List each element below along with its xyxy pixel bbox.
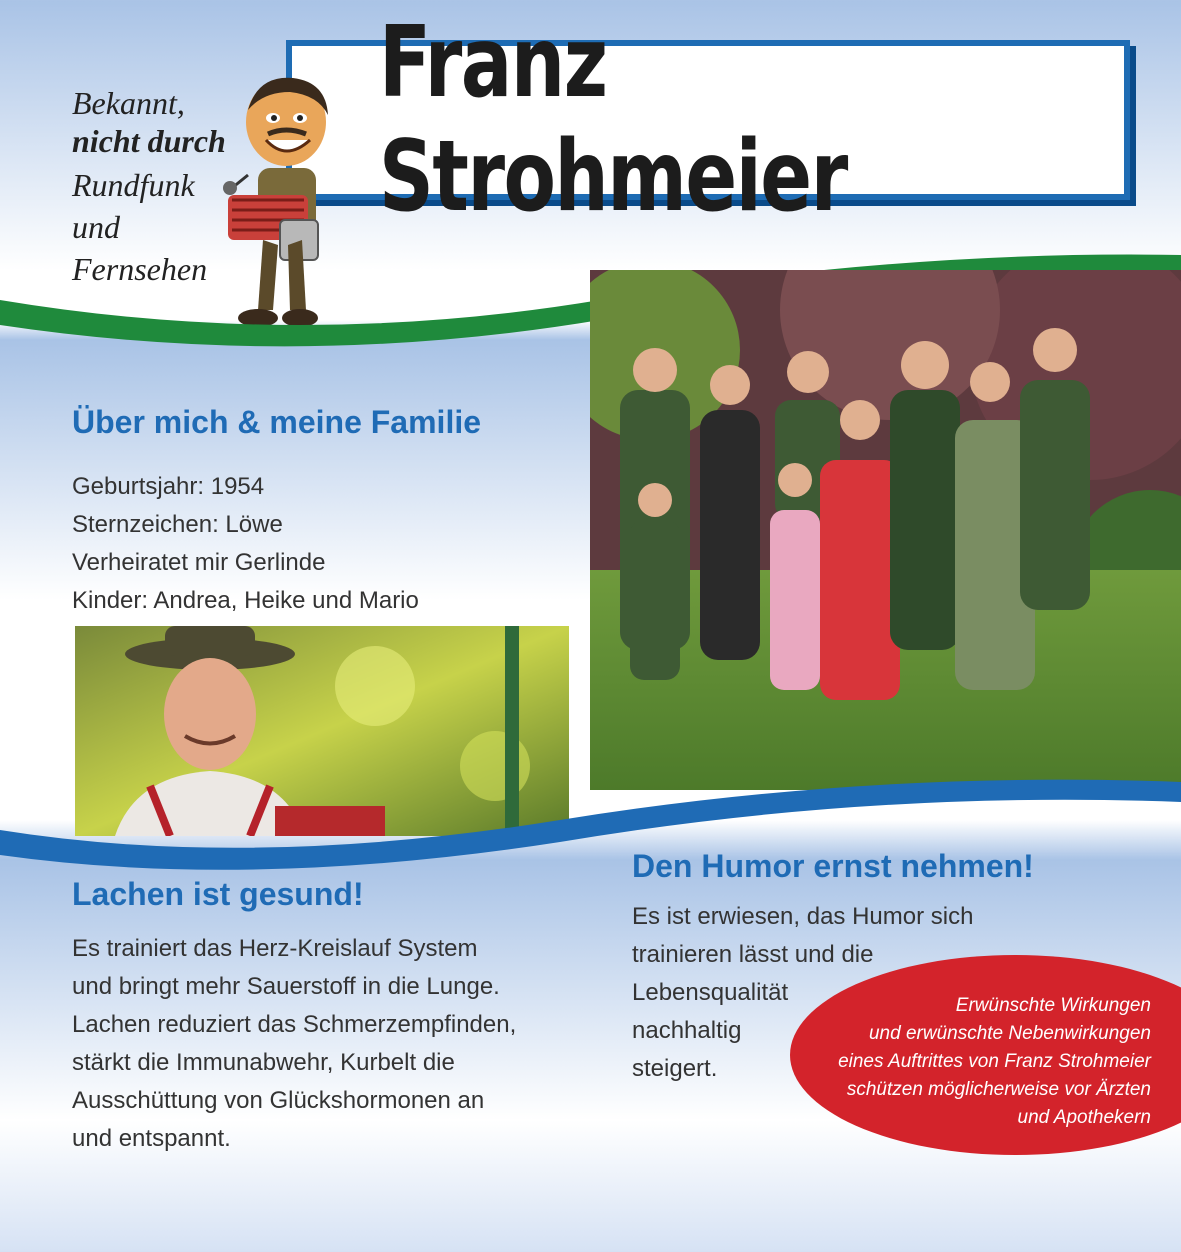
zodiac-line: Sternzeichen: Löwe — [72, 511, 283, 538]
slogan-line-3: Rundfunk — [72, 167, 195, 203]
laugh-text — [72, 930, 592, 1158]
humor-line: Es ist erwiesen, das Humor sich — [632, 903, 974, 930]
family-photo — [590, 270, 1181, 790]
family-info — [72, 468, 572, 620]
laugh-heading: Lachen ist gesund! — [72, 876, 364, 912]
slogan-line-2: nicht durch — [72, 123, 226, 159]
laugh-line: Ausschüttung von Glückshormonen an — [72, 1087, 485, 1114]
married-line: Verheiratet mir Gerlinde — [72, 549, 326, 576]
humor-line: trainieren lässt und die — [632, 941, 874, 968]
family-heading: Über mich & meine Familie — [72, 404, 482, 440]
slogan-line-1: Bekannt, — [72, 85, 185, 121]
laugh-line: und bringt mehr Sauerstoff in die Lunge. — [72, 973, 500, 1000]
laugh-line: und entspannt. — [72, 1125, 231, 1152]
laugh-line: stärkt die Immunabwehr, Kurbelt die — [72, 1049, 455, 1076]
humor-heading: Den Humor ernst nehmen! — [632, 848, 1034, 884]
callout-line: und erwünschte Nebenwirkungen — [868, 1023, 1151, 1044]
slogan-line-5: Fernsehen — [72, 251, 208, 287]
slogan-line-4: und — [72, 209, 120, 245]
callout-text — [771, 992, 1151, 1132]
humor-line: steigert. — [632, 1055, 718, 1082]
callout-line: schützen möglicherweise vor Ärzten — [846, 1079, 1151, 1100]
page-title: Franz Strohmeier — [378, 6, 847, 234]
laugh-line: Lachen reduziert das Schmerzempfinden, — [72, 1011, 517, 1038]
callout-line: eines Auftrittes von Franz Strohmeier — [838, 1051, 1151, 1072]
children-line: Kinder: Andrea, Heike und Mario — [72, 587, 419, 614]
birth-year-line: Geburtsjahr: 1954 — [72, 473, 265, 500]
humor-line: Lebensqualität — [632, 979, 789, 1006]
callout-line: und Apothekern — [1017, 1107, 1151, 1128]
humor-line: nachhaltig — [632, 1017, 742, 1044]
laugh-line: Es trainiert das Herz-Kreislauf System — [72, 935, 478, 962]
callout-line: Erwünschte Wirkungen — [955, 995, 1151, 1016]
